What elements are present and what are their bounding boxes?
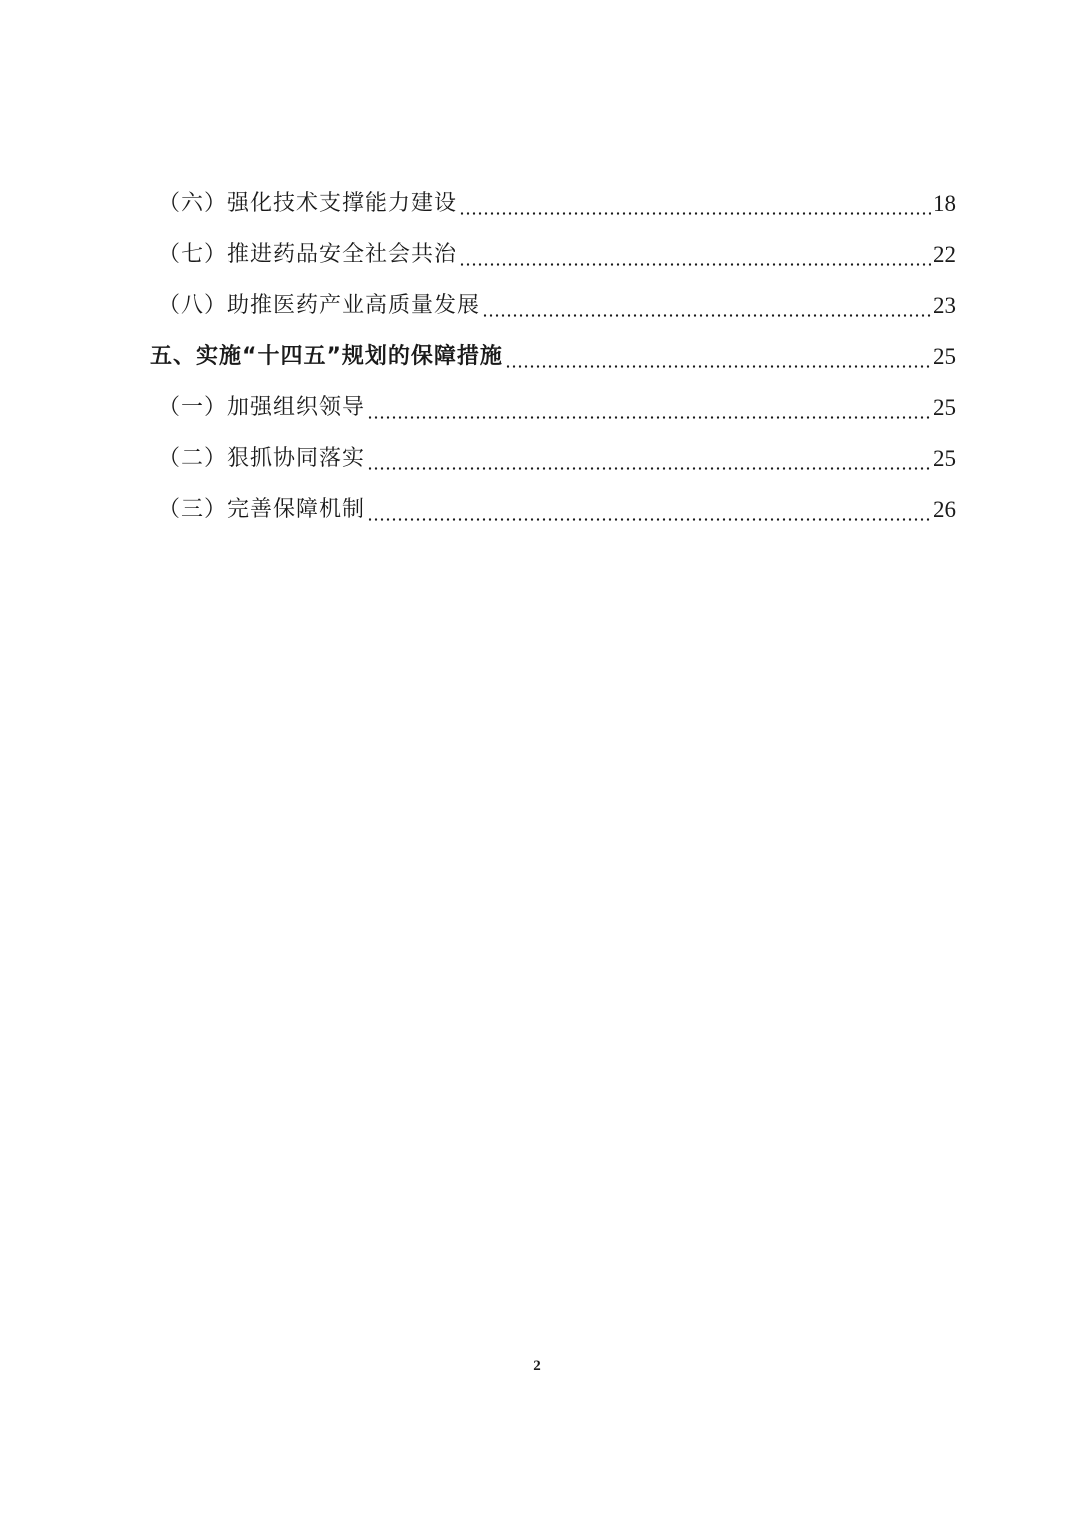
toc-entry-page: 23 [933, 293, 956, 318]
toc-leader-dots [367, 484, 931, 535]
toc-entry[interactable] [150, 178, 956, 229]
page-number: 2 [533, 1358, 541, 1374]
toc-entry-label: （一）加强组织领导 [158, 395, 366, 420]
toc-entry-label: （八）助推医药产业高质量发展 [158, 293, 481, 318]
table-of-contents [150, 178, 956, 535]
toc-entry-page: 22 [933, 242, 956, 267]
toc-entry-label: 五、实施“十四五”规划的保障措施 [150, 344, 503, 369]
toc-leader-dots [459, 178, 931, 229]
toc-entry-label: （三）完善保障机制 [158, 497, 366, 522]
toc-entry[interactable] [150, 229, 956, 280]
toc-entry-page: 25 [933, 344, 956, 369]
toc-entry-label: （七）推进药品安全社会共治 [158, 242, 458, 267]
toc-entry-label: （二）狠抓协同落实 [158, 446, 366, 471]
toc-entry-page: 25 [933, 446, 956, 471]
toc-leader-dots [505, 331, 931, 382]
toc-entry[interactable] [150, 484, 956, 535]
toc-leader-dots [367, 433, 931, 484]
toc-section-heading[interactable] [150, 331, 956, 382]
toc-entry[interactable] [150, 382, 956, 433]
toc-entry[interactable] [150, 280, 956, 331]
toc-leader-dots [367, 382, 931, 433]
toc-entry-page: 25 [933, 395, 956, 420]
toc-entry-label: （六）强化技术支撑能力建设 [158, 191, 458, 216]
toc-leader-dots [482, 280, 931, 331]
toc-leader-dots [459, 229, 931, 280]
toc-entry-page: 18 [933, 191, 956, 216]
toc-entry-page: 26 [933, 497, 956, 522]
toc-entry[interactable] [150, 433, 956, 484]
